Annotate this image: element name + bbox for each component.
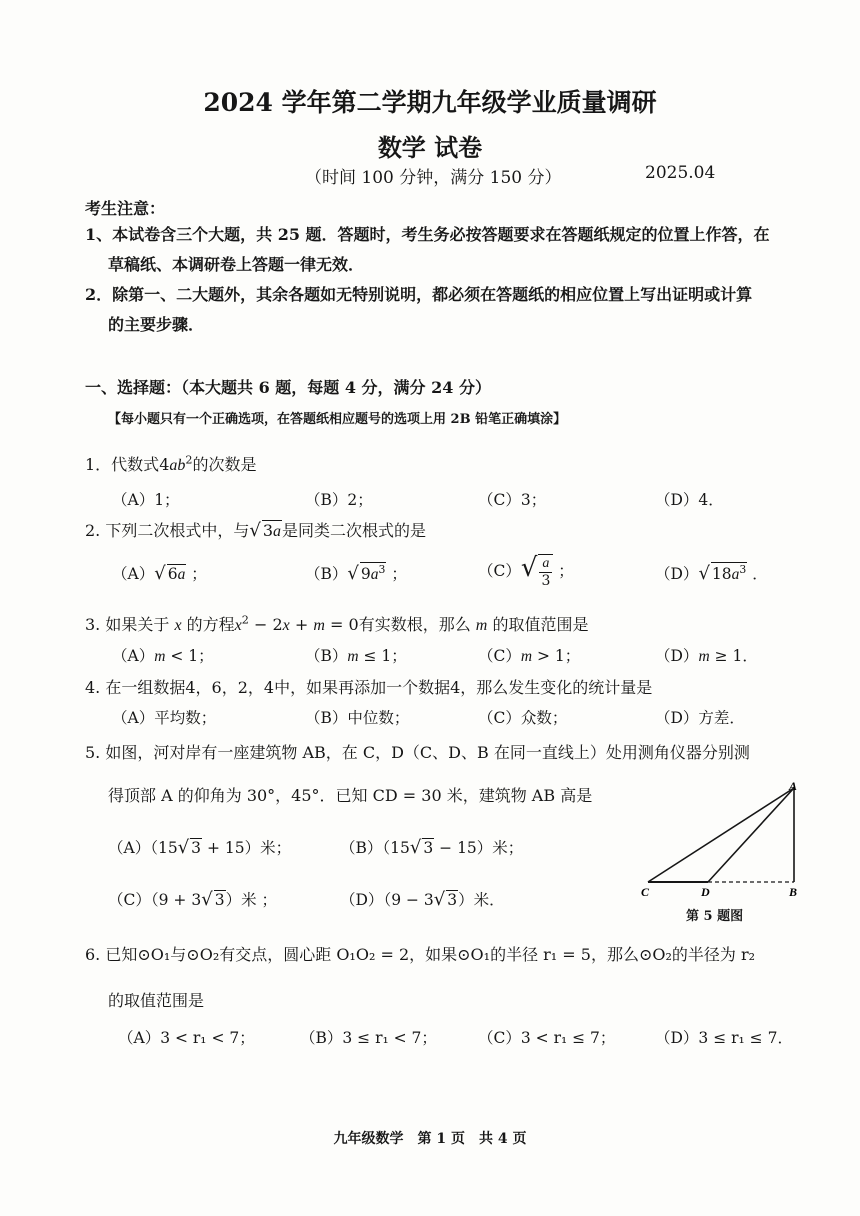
q3-option-a: （A）m < 1； bbox=[112, 647, 214, 665]
label-c: C bbox=[641, 885, 650, 899]
q1-suffix: 的次数是 bbox=[192, 455, 257, 474]
q1-option-b: （B）2； bbox=[305, 491, 373, 509]
label-b: B bbox=[789, 885, 798, 899]
q1-expression: $4ab^2$ bbox=[159, 453, 193, 474]
q1-prefix: 1．代数式 bbox=[85, 455, 160, 474]
q3-option-d: （D）m ≥ 1． bbox=[655, 647, 758, 665]
exam-title: 2024 学年第二学期九年级学业质量调研 bbox=[203, 88, 657, 117]
section1-heading: 一、选择题：（本大题共 6 题，每题 4 分，满分 24 分） bbox=[85, 378, 491, 397]
question-1 bbox=[85, 452, 257, 475]
q6-option-c: （C）3 < r₁ ≤ 7； bbox=[478, 1029, 616, 1047]
q5-option-a: （A）（15√ 3 + 15）米； bbox=[108, 837, 292, 858]
q5-option-b: （B）（15√ 3 − 15）米； bbox=[340, 837, 524, 858]
q5-figure bbox=[636, 778, 816, 908]
q2-prefix: 2. 下列二次根式中，与 bbox=[85, 521, 250, 540]
q5-option-c: （C）（9 + 3√ 3）米 ； bbox=[108, 889, 277, 910]
question-2 bbox=[85, 518, 426, 541]
question-4: 4. 在一组数据4，6，2，4中，如果再添加一个数据4，那么发生变化的统计量是 bbox=[85, 678, 653, 697]
q1-option-c: （C）3； bbox=[478, 491, 547, 509]
exam-date: 2025.04 bbox=[645, 163, 716, 183]
q2-option-c: （C）√ $\frac{a}{3}$ ； bbox=[478, 553, 574, 589]
q2-option-b: （B）√ $9a^3$ ； bbox=[305, 563, 407, 585]
notice-item2-line1: 2．除第一、二大题外，其余各题如无特别说明，都必须在答题纸的相应位置上写出证明或计算 bbox=[85, 285, 753, 304]
q3-option-b: （B）m ≤ 1； bbox=[305, 647, 407, 665]
notice-item1-line1: 1、本试卷含三个大题，共 25 题．答题时，考生务必按答题要求在答题纸规定的位置上作答，在 bbox=[85, 225, 770, 244]
q6-option-d: （D）3 ≤ r₁ ≤ 7． bbox=[655, 1029, 793, 1047]
q4-option-c: （C）众数； bbox=[478, 709, 568, 727]
q5-option-d: （D）（9 − 3√ 3）米． bbox=[340, 889, 505, 910]
time-info: （时间 100 分钟，满分 150 分） bbox=[305, 168, 562, 188]
page-footer: 九年级数学 第 1 页 共 4 页 bbox=[333, 1131, 527, 1147]
section1-instruction: 【每小题只有一个正确选项，在答题纸相应题号的选项上用 2B 铅笔正确填涂】 bbox=[108, 412, 567, 427]
question-6-line1: 6. 已知⊙O₁与⊙O₂有交点，圆心距 O₁O₂ = 2，如果⊙O₁的半径 r₁ = 5，那么⊙O₂的半径为 r₂ bbox=[85, 945, 756, 964]
q2-option-a: （A）√ 6a ； bbox=[112, 563, 207, 584]
q3-option-c: （C）m > 1； bbox=[478, 647, 581, 665]
q1-option-a: （A）1； bbox=[112, 491, 180, 509]
question-5-line1: 5. 如图，河对岸有一座建筑物 AB，在 C，D（C、D、B 在同一直线上）处用测角仪器分别测 bbox=[85, 743, 750, 762]
q6-option-b: （B）3 ≤ r₁ < 7； bbox=[300, 1029, 437, 1047]
question-6-line2: 的取值范围是 bbox=[108, 991, 205, 1010]
q3-equation: $x^2 - 2x + m = 0$ bbox=[234, 613, 359, 634]
q4-option-d: （D）方差． bbox=[655, 709, 745, 727]
q2-suffix: 是同类二次根式的是 bbox=[282, 521, 427, 540]
question-5-line2: 得顶部 A 的仰角为 30°，45°．已知 CD = 30 米，建筑物 AB 高是 bbox=[108, 786, 593, 805]
q5-figure-caption: 第 5 题图 bbox=[686, 909, 744, 924]
label-a: A bbox=[789, 779, 798, 793]
q4-option-b: （B）中位数； bbox=[305, 709, 410, 727]
q1-option-d: （D）4． bbox=[655, 491, 724, 509]
question-3: 3. 如果关于 x 的方程$x^2 - 2x + m = 0$有实数根，那么 m 的取值范围是 bbox=[85, 613, 589, 634]
notice-item1-line2: 草稿纸、本调研卷上答题一律无效． bbox=[108, 255, 365, 274]
label-d: D bbox=[701, 885, 710, 899]
notice-item2-line2: 的主要步骤． bbox=[108, 315, 205, 334]
q4-option-a: （A）平均数； bbox=[112, 709, 217, 727]
notice-heading: 考生注意： bbox=[85, 199, 166, 218]
exam-subject: 数学 试卷 bbox=[377, 133, 483, 162]
q2-radical: √ 3a bbox=[249, 520, 282, 541]
q2-option-d: （D）√ $18a^3$ ． bbox=[655, 563, 768, 585]
q6-option-a: （A）3 < r₁ < 7； bbox=[118, 1029, 255, 1047]
